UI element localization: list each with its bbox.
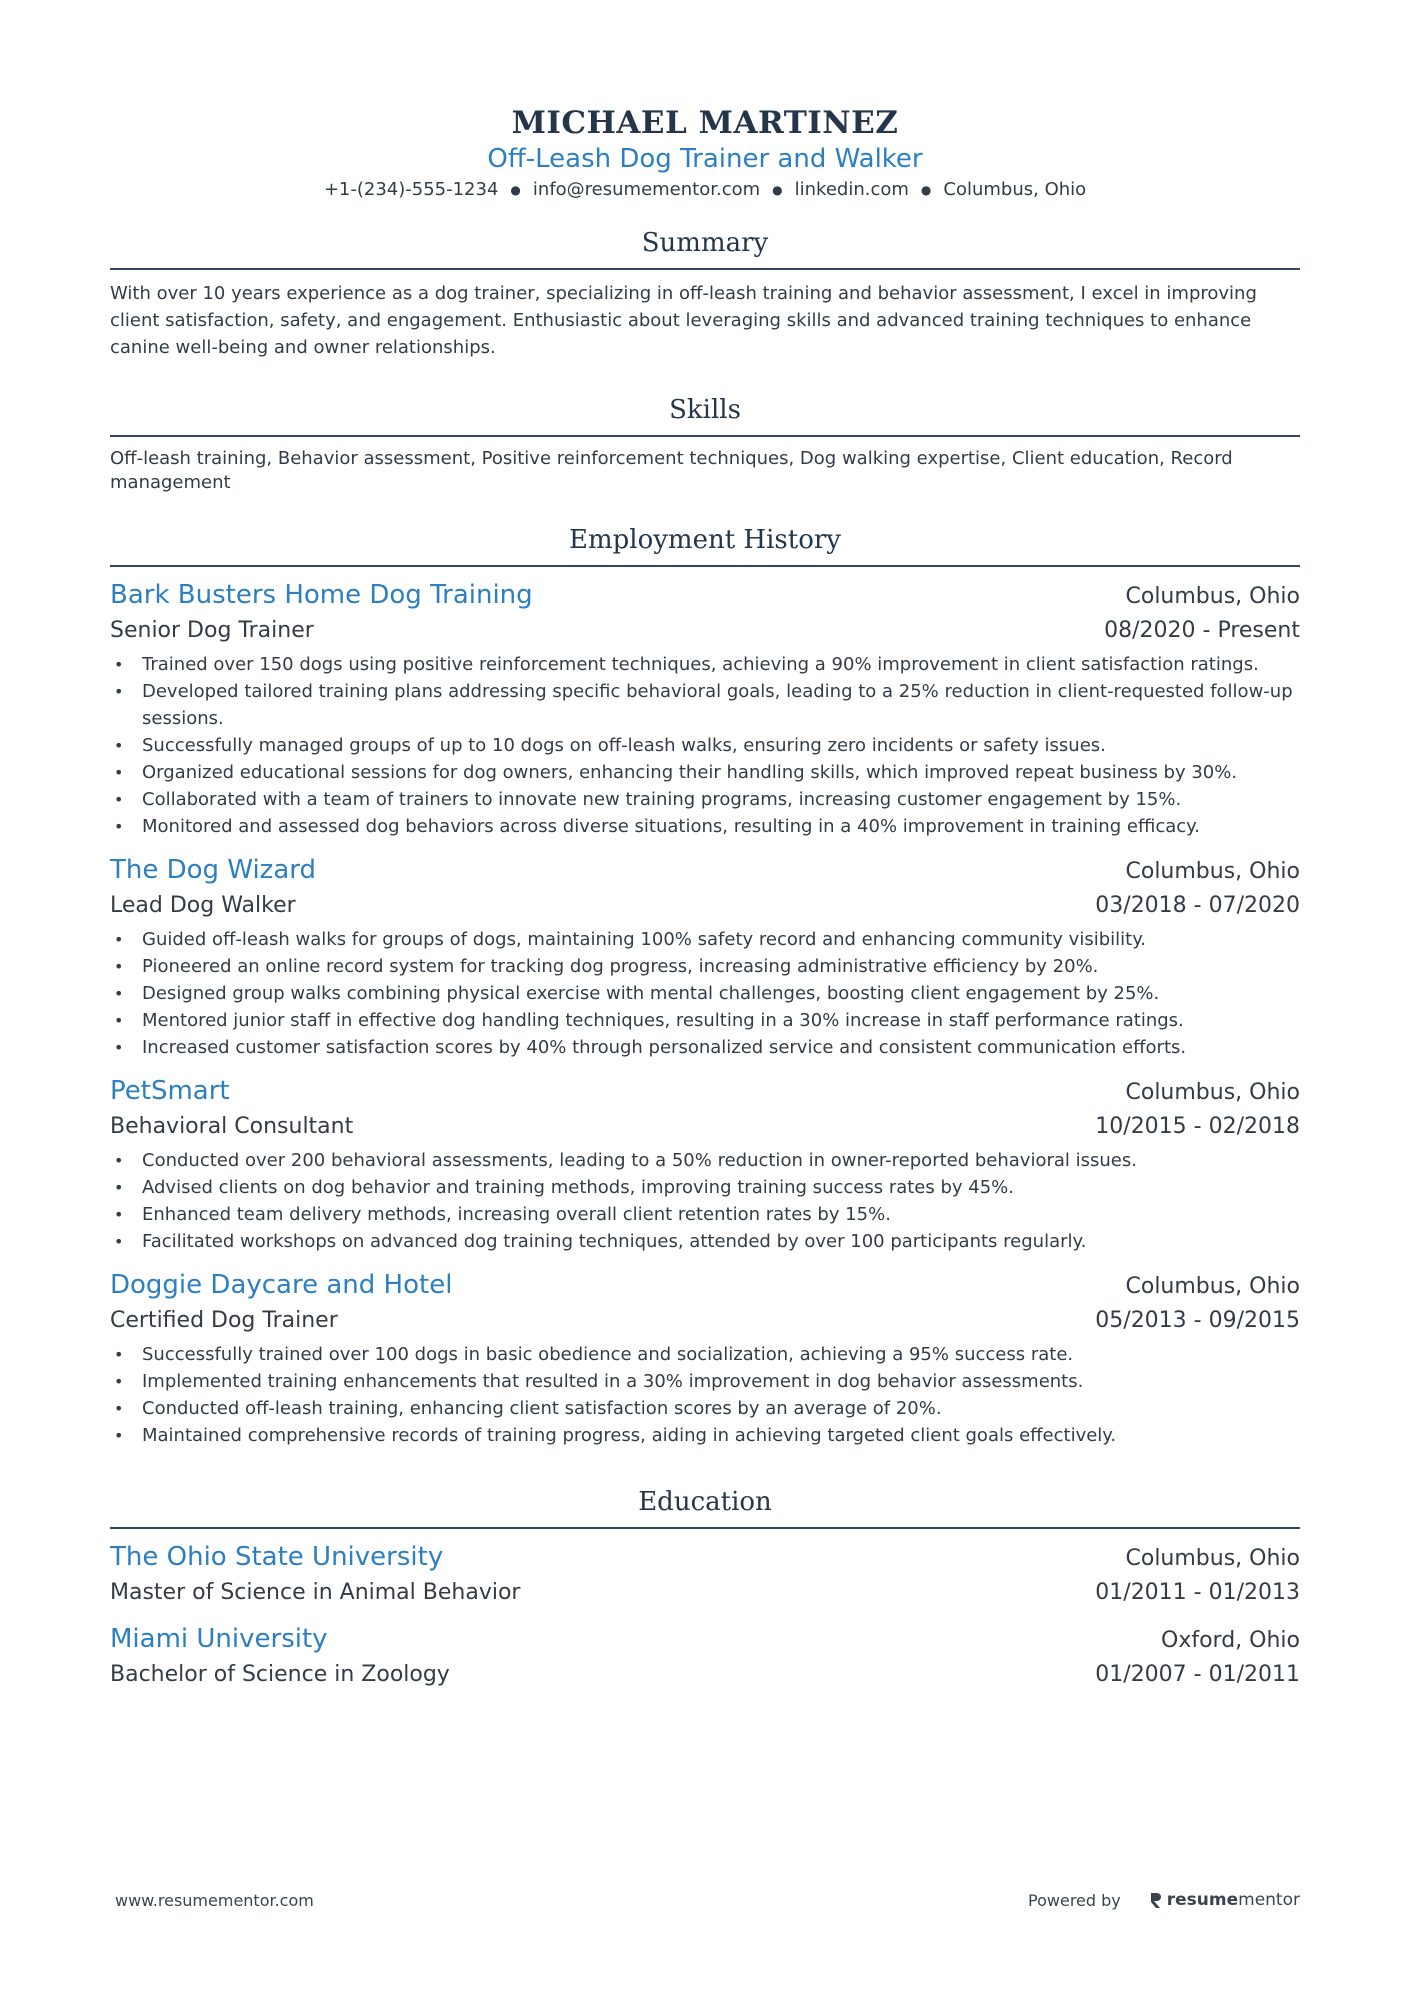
job-role-row (110, 1305, 1300, 1337)
job-role: Senior Dog Trainer (110, 618, 314, 643)
job-bullet: • Conducted off-leash training, enhancing client satisfaction scores by an average of 20%. (110, 1395, 1300, 1422)
brand-logo (1149, 1890, 1300, 1910)
education-header-row (110, 1539, 1300, 1577)
footer-website: www.resumementor.com (115, 1890, 314, 1910)
page-footer (115, 1890, 1300, 1910)
job-bullet: • Monitored and assessed dog behaviors across diverse situations, resulting in a 40% improvement in training efficacy. (110, 813, 1300, 840)
section-heading-education: Education (110, 1485, 1300, 1529)
skills-section (110, 393, 1300, 495)
education-degree-row (110, 1577, 1300, 1609)
job-bullet: • Implemented training enhancements that resulted in a 30% improvement in dog behavior assessments. (110, 1368, 1300, 1395)
job-dates: 10/2015 - 02/2018 (1095, 1114, 1300, 1139)
job-dates: 05/2013 - 09/2015 (1095, 1308, 1300, 1333)
powered-by (1028, 1890, 1300, 1910)
job-bullet: • Developed tailored training plans addressing specific behavioral goals, leading to a 25% reduction in client-requested follow-up sessions. (110, 678, 1300, 732)
education-degree: Master of Science in Animal Behavior (110, 1580, 521, 1605)
education-degree-row (110, 1659, 1300, 1691)
job-bullets (110, 926, 1300, 1061)
job-company: Bark Busters Home Dog Training (110, 580, 533, 610)
job-role-row (110, 890, 1300, 922)
powered-by-label: Powered by (1028, 1890, 1121, 1910)
education-entry (110, 1539, 1300, 1609)
job-role-row (110, 1111, 1300, 1143)
job-bullet: • Increased customer satisfaction scores by 40% through personalized service and consistent communication efforts. (110, 1034, 1300, 1061)
education-list (110, 1539, 1300, 1691)
bullet-separator: ● (772, 183, 783, 197)
job-bullet: • Successfully managed groups of up to 10 dogs on off-leash walks, ensuring zero incidents or safety issues. (110, 732, 1300, 759)
job-role: Behavioral Consultant (110, 1114, 354, 1139)
employment-section (110, 523, 1300, 1449)
education-degree: Bachelor of Science in Zoology (110, 1662, 450, 1687)
job-bullet: • Conducted over 200 behavioral assessments, leading to a 50% reduction in owner-reported behavioral issues. (110, 1147, 1300, 1174)
job-bullets (110, 651, 1300, 840)
job-bullet: • Designed group walks combining physical exercise with mental challenges, boosting client engagement by 25%. (110, 980, 1300, 1007)
education-header-row (110, 1621, 1300, 1659)
education-dates: 01/2007 - 01/2011 (1095, 1662, 1300, 1687)
job-bullet: • Collaborated with a team of trainers to innovate new training programs, increasing customer engagement by 15%. (110, 786, 1300, 813)
job-bullet: • Organized educational sessions for dog owners, enhancing their handling skills, which improved repeat business by 30%. (110, 759, 1300, 786)
bullet-separator: ● (510, 183, 521, 197)
job-bullet: • Advised clients on dog behavior and training methods, improving training success rates by 45%. (110, 1174, 1300, 1201)
job-bullet: • Successfully trained over 100 dogs in basic obedience and socialization, achieving a 95% success rate. (110, 1341, 1300, 1368)
job-bullet: • Facilitated workshops on advanced dog training techniques, attended by over 100 participants regularly. (110, 1228, 1300, 1255)
section-heading-summary: Summary (110, 226, 1300, 270)
job-bullet: • Enhanced team delivery methods, increasing overall client retention rates by 15%. (110, 1201, 1300, 1228)
job-dates: 03/2018 - 07/2020 (1095, 893, 1300, 918)
job-role: Lead Dog Walker (110, 893, 296, 918)
brand-name-bold: resume (1166, 1890, 1239, 1910)
job-location: Columbus, Ohio (1125, 859, 1300, 884)
job-location: Columbus, Ohio (1125, 1274, 1300, 1299)
resume-header (110, 0, 1300, 204)
summary-section (110, 226, 1300, 361)
summary-text: With over 10 years experience as a dog trainer, specializing in off-leash training and behavior assessment, I excel in improving client satisfaction, safety, and engagement. Enthusiastic about leveraging skills and advanced training techniques to enhance canine well-being and owner relationships. (110, 283, 1257, 358)
job-dates: 08/2020 - Present (1104, 618, 1300, 643)
education-section (110, 1485, 1300, 1691)
contact-email: info@resumementor.com (532, 179, 761, 200)
contact-location: Columbus, Ohio (943, 179, 1087, 200)
job-entry (110, 577, 1300, 840)
job-entry (110, 1073, 1300, 1255)
section-heading-skills: Skills (110, 393, 1300, 437)
brand-logo-icon (1149, 1891, 1163, 1909)
job-bullets (110, 1341, 1300, 1449)
job-bullet: • Maintained comprehensive records of training progress, aiding in achieving targeted client goals effectively. (110, 1422, 1300, 1449)
job-header-row (110, 577, 1300, 615)
education-location: Columbus, Ohio (1125, 1546, 1300, 1571)
job-entry (110, 1267, 1300, 1449)
candidate-name: MICHAEL MARTINEZ (511, 105, 899, 141)
job-company: The Dog Wizard (110, 855, 316, 885)
education-location: Oxford, Ohio (1161, 1628, 1300, 1653)
brand-name-light: mentor (1238, 1890, 1300, 1910)
job-bullet: • Mentored junior staff in effective dog handling techniques, resulting in a 30% increase in staff performance ratings. (110, 1007, 1300, 1034)
job-header-row (110, 852, 1300, 890)
job-role-row (110, 615, 1300, 647)
job-bullets (110, 1147, 1300, 1255)
education-school: Miami University (110, 1624, 328, 1654)
contact-line (110, 176, 1300, 204)
job-company: Doggie Daycare and Hotel (110, 1270, 453, 1300)
job-role: Certified Dog Trainer (110, 1308, 338, 1333)
job-location: Columbus, Ohio (1125, 584, 1300, 609)
candidate-title: Off-Leash Dog Trainer and Walker (487, 144, 923, 174)
bullet-separator: ● (920, 183, 932, 197)
section-heading-employment: Employment History (110, 523, 1300, 567)
job-header-row (110, 1073, 1300, 1111)
skills-text: Off-leash training, Behavior assessment, Positive reinforcement techniques, Dog walking expertise, Client education, Record management (110, 448, 1233, 493)
job-bullet: • Pioneered an online record system for tracking dog progress, increasing administrative efficiency by 20%. (110, 953, 1300, 980)
job-list (110, 577, 1300, 1449)
education-school: The Ohio State University (110, 1542, 444, 1572)
job-bullet: • Guided off-leash walks for groups of dogs, maintaining 100% safety record and enhancing community visibility. (110, 926, 1300, 953)
contact-phone: +1-(234)-555-1234 (323, 179, 499, 200)
job-company: PetSmart (110, 1076, 230, 1106)
job-header-row (110, 1267, 1300, 1305)
job-location: Columbus, Ohio (1125, 1080, 1300, 1105)
contact-linkedin: linkedin.com (794, 179, 909, 200)
education-dates: 01/2011 - 01/2013 (1095, 1580, 1300, 1605)
job-entry (110, 852, 1300, 1061)
job-bullet: • Trained over 150 dogs using positive reinforcement techniques, achieving a 90% improvement in client satisfaction ratings. (110, 651, 1300, 678)
education-entry (110, 1621, 1300, 1691)
